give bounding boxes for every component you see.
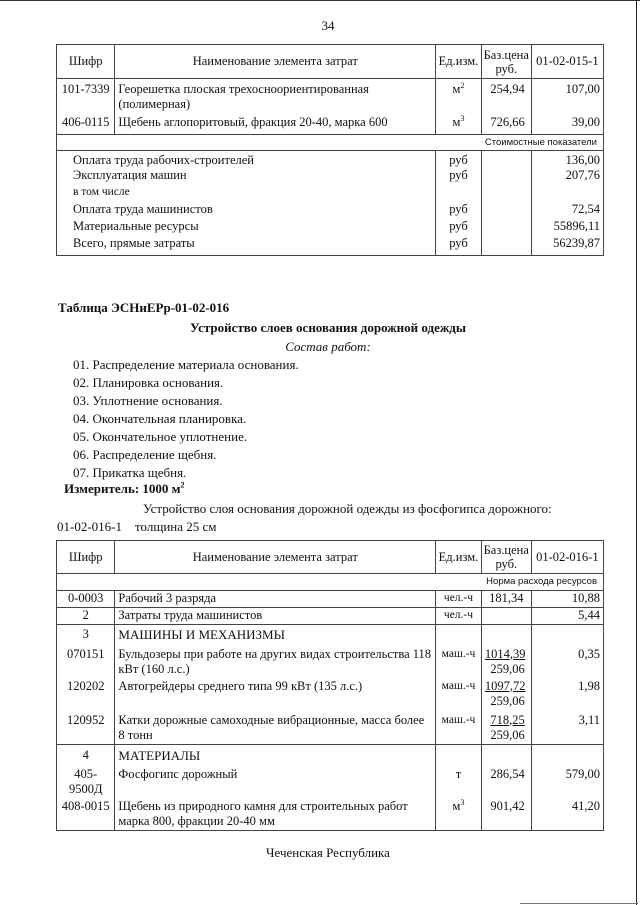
row-price: 181,34 bbox=[481, 591, 531, 608]
summary-row bbox=[57, 236, 604, 256]
work-item: 01. Распределение материала основания. bbox=[73, 357, 299, 372]
summary-empty bbox=[481, 236, 531, 256]
row-code: 120952 bbox=[57, 709, 115, 745]
header-unit: Ед.изм. bbox=[436, 541, 482, 574]
work-description: Устройство слоя основания дорожной одежды из фосфогипса дорожного: bbox=[143, 501, 552, 516]
summary-unit bbox=[436, 185, 482, 202]
header-norm: 01-02-016-1 bbox=[531, 541, 603, 574]
table-row bbox=[57, 79, 604, 113]
summary-empty bbox=[481, 219, 531, 236]
machine-row bbox=[57, 645, 604, 677]
material-row bbox=[57, 797, 604, 831]
row-name: Автогрейдеры среднего типа 99 кВт (135 л.с.) bbox=[115, 677, 436, 709]
row-price: 254,94 bbox=[481, 79, 531, 113]
section-label: Стоимостные показатели bbox=[57, 134, 604, 150]
summary-label: Материальные ресурсы bbox=[57, 219, 436, 236]
row-code: 070151 bbox=[57, 645, 115, 677]
summary-unit: руб bbox=[436, 168, 482, 185]
page-footer: Чеченская Республика bbox=[266, 845, 390, 860]
group-empty bbox=[531, 745, 603, 765]
summary-empty bbox=[481, 202, 531, 219]
row-code: 2 bbox=[57, 608, 115, 625]
header-name: Наименование элемента затрат bbox=[115, 541, 436, 574]
group-name: МАШИНЫ И МЕХАНИЗМЫ bbox=[115, 625, 436, 645]
table-title: Таблица ЭСНиЕРр-01-02-016 bbox=[58, 300, 230, 315]
row-value: 107,00 bbox=[531, 79, 603, 113]
header-price: Баз.цена руб. bbox=[481, 45, 531, 79]
group-empty bbox=[436, 625, 482, 645]
row-unit: маш.-ч bbox=[436, 645, 482, 677]
group-code: 3 bbox=[57, 625, 115, 645]
labor-row bbox=[57, 591, 604, 608]
row-code: 405-9500Д bbox=[57, 765, 115, 797]
group-code: 4 bbox=[57, 745, 115, 765]
header-name: Наименование элемента затрат bbox=[115, 45, 436, 79]
summary-unit: руб bbox=[436, 236, 482, 256]
summary-label: Всего, прямые затраты bbox=[57, 236, 436, 256]
group-row bbox=[57, 625, 604, 645]
machine-row bbox=[57, 709, 604, 745]
group-row bbox=[57, 745, 604, 765]
summary-label: Оплата труда рабочих-строителей bbox=[57, 150, 436, 168]
page-number: 34 bbox=[321, 18, 335, 33]
summary-label: Оплата труда машинистов bbox=[57, 202, 436, 219]
summary-row bbox=[57, 219, 604, 236]
row-value: 5,44 bbox=[531, 608, 603, 625]
row-code: 408-0015 bbox=[57, 797, 115, 831]
variant-code: 01-02-016-1 bbox=[57, 519, 122, 534]
summary-value: 72,54 bbox=[531, 202, 603, 219]
section-title: Устройство слоев основания дорожной одежды bbox=[189, 320, 467, 335]
row-price: 726,66 bbox=[481, 112, 531, 134]
row-name: Затраты труда машинистов bbox=[115, 608, 436, 625]
row-price bbox=[481, 608, 531, 625]
section-label: Норма расхода ресурсов bbox=[57, 574, 604, 591]
summary-value: 136,00 bbox=[531, 150, 603, 168]
summary-row bbox=[57, 185, 604, 202]
summary-row bbox=[57, 168, 604, 185]
row-price: 1014,39 259,06 bbox=[481, 645, 531, 677]
row-value: 3,11 bbox=[531, 709, 603, 745]
row-value: 10,88 bbox=[531, 591, 603, 608]
row-unit: чел.-ч bbox=[436, 608, 482, 625]
row-name: Катки дорожные самоходные вибрационные, масса более 8 тонн bbox=[115, 709, 436, 745]
row-value: 0,35 bbox=[531, 645, 603, 677]
row-unit: чел.-ч bbox=[436, 591, 482, 608]
row-unit: маш.-ч bbox=[436, 677, 482, 709]
summary-value: 55896,11 bbox=[531, 219, 603, 236]
section-label-row bbox=[57, 574, 604, 591]
work-item: 05. Окончательное уплотнение. bbox=[73, 429, 248, 444]
works-title: Состав работ: bbox=[285, 339, 371, 354]
group-empty bbox=[481, 625, 531, 645]
work-item: 04. Окончательная планировка. bbox=[73, 411, 247, 426]
row-code: 120202 bbox=[57, 677, 115, 709]
table-header-row bbox=[57, 541, 604, 574]
row-code: 406-0115 bbox=[57, 112, 115, 134]
labor-row bbox=[57, 608, 604, 625]
summary-label: в том числе bbox=[57, 185, 436, 202]
row-name: Щебень аглопоритовый, фракция 20-40, марка 600 bbox=[115, 112, 436, 134]
header-code: Шифр bbox=[57, 541, 115, 574]
summary-empty bbox=[481, 185, 531, 202]
group-empty bbox=[436, 745, 482, 765]
row-value: 41,20 bbox=[531, 797, 603, 831]
material-row bbox=[57, 765, 604, 797]
row-price: 901,42 bbox=[481, 797, 531, 831]
summary-row bbox=[57, 202, 604, 219]
row-value: 1,98 bbox=[531, 677, 603, 709]
header-code: Шифр bbox=[57, 45, 115, 79]
row-value: 579,00 bbox=[531, 765, 603, 797]
summary-unit: руб bbox=[436, 219, 482, 236]
header-unit: Ед.изм. bbox=[436, 45, 482, 79]
group-empty bbox=[531, 625, 603, 645]
row-unit: $м^3$ bbox=[436, 112, 482, 134]
row-name: Фосфогипс дорожный bbox=[115, 765, 436, 797]
table-row bbox=[57, 112, 604, 134]
summary-unit: руб bbox=[436, 202, 482, 219]
resource-table-016 bbox=[56, 540, 604, 831]
summary-row bbox=[57, 150, 604, 168]
row-name: Бульдозеры при работе на других видах строительства 118 кВт (160 л.с.) bbox=[115, 645, 436, 677]
summary-value bbox=[531, 185, 603, 202]
table-header-row bbox=[57, 45, 604, 79]
work-item: 02. Планировка основания. bbox=[73, 375, 224, 390]
summary-unit: руб bbox=[436, 150, 482, 168]
measure-unit: Измеритель: 1000 $м^2$ bbox=[64, 480, 185, 496]
row-name: Щебень из природного камня для строительных работ марка 800, фракции 20-40 мм bbox=[115, 797, 436, 831]
scan-border-top bbox=[0, 0, 640, 1]
row-price: 1097,72 259,06 bbox=[481, 677, 531, 709]
row-price: 286,54 bbox=[481, 765, 531, 797]
group-empty bbox=[481, 745, 531, 765]
cost-table-015 bbox=[56, 44, 604, 256]
section-label-row bbox=[57, 134, 604, 150]
work-item: 03. Уплотнение основания. bbox=[73, 393, 223, 408]
header-price: Баз.цена руб. bbox=[481, 541, 531, 574]
header-norm: 01-02-015-1 bbox=[531, 45, 603, 79]
row-unit: $м^3$ bbox=[436, 797, 482, 831]
row-name: Георешетка плоская трехосноориентированная (полимерная) bbox=[115, 79, 436, 113]
row-unit: $м^2$ bbox=[436, 79, 482, 113]
summary-value: 207,76 bbox=[531, 168, 603, 185]
row-code: 0-0003 bbox=[57, 591, 115, 608]
row-code: 101-7339 bbox=[57, 79, 115, 113]
row-name: Рабочий 3 разряда bbox=[115, 591, 436, 608]
row-price: 718,25 259,06 bbox=[481, 709, 531, 745]
scan-border-right bbox=[636, 0, 637, 905]
summary-value: 56239,87 bbox=[531, 236, 603, 256]
summary-empty bbox=[481, 168, 531, 185]
row-value: 39,00 bbox=[531, 112, 603, 134]
group-name: МАТЕРИАЛЫ bbox=[115, 745, 436, 765]
variant-text: толщина 25 см bbox=[135, 519, 217, 534]
work-item: 06. Распределение щебня. bbox=[73, 447, 217, 462]
row-unit: маш.-ч bbox=[436, 709, 482, 745]
summary-empty bbox=[481, 150, 531, 168]
row-unit: т bbox=[436, 765, 482, 797]
work-item: 07. Прикатка щебня. bbox=[73, 465, 187, 480]
scan-border-bottom bbox=[520, 903, 638, 904]
machine-row bbox=[57, 677, 604, 709]
summary-label: Эксплуатация машин bbox=[57, 168, 436, 185]
